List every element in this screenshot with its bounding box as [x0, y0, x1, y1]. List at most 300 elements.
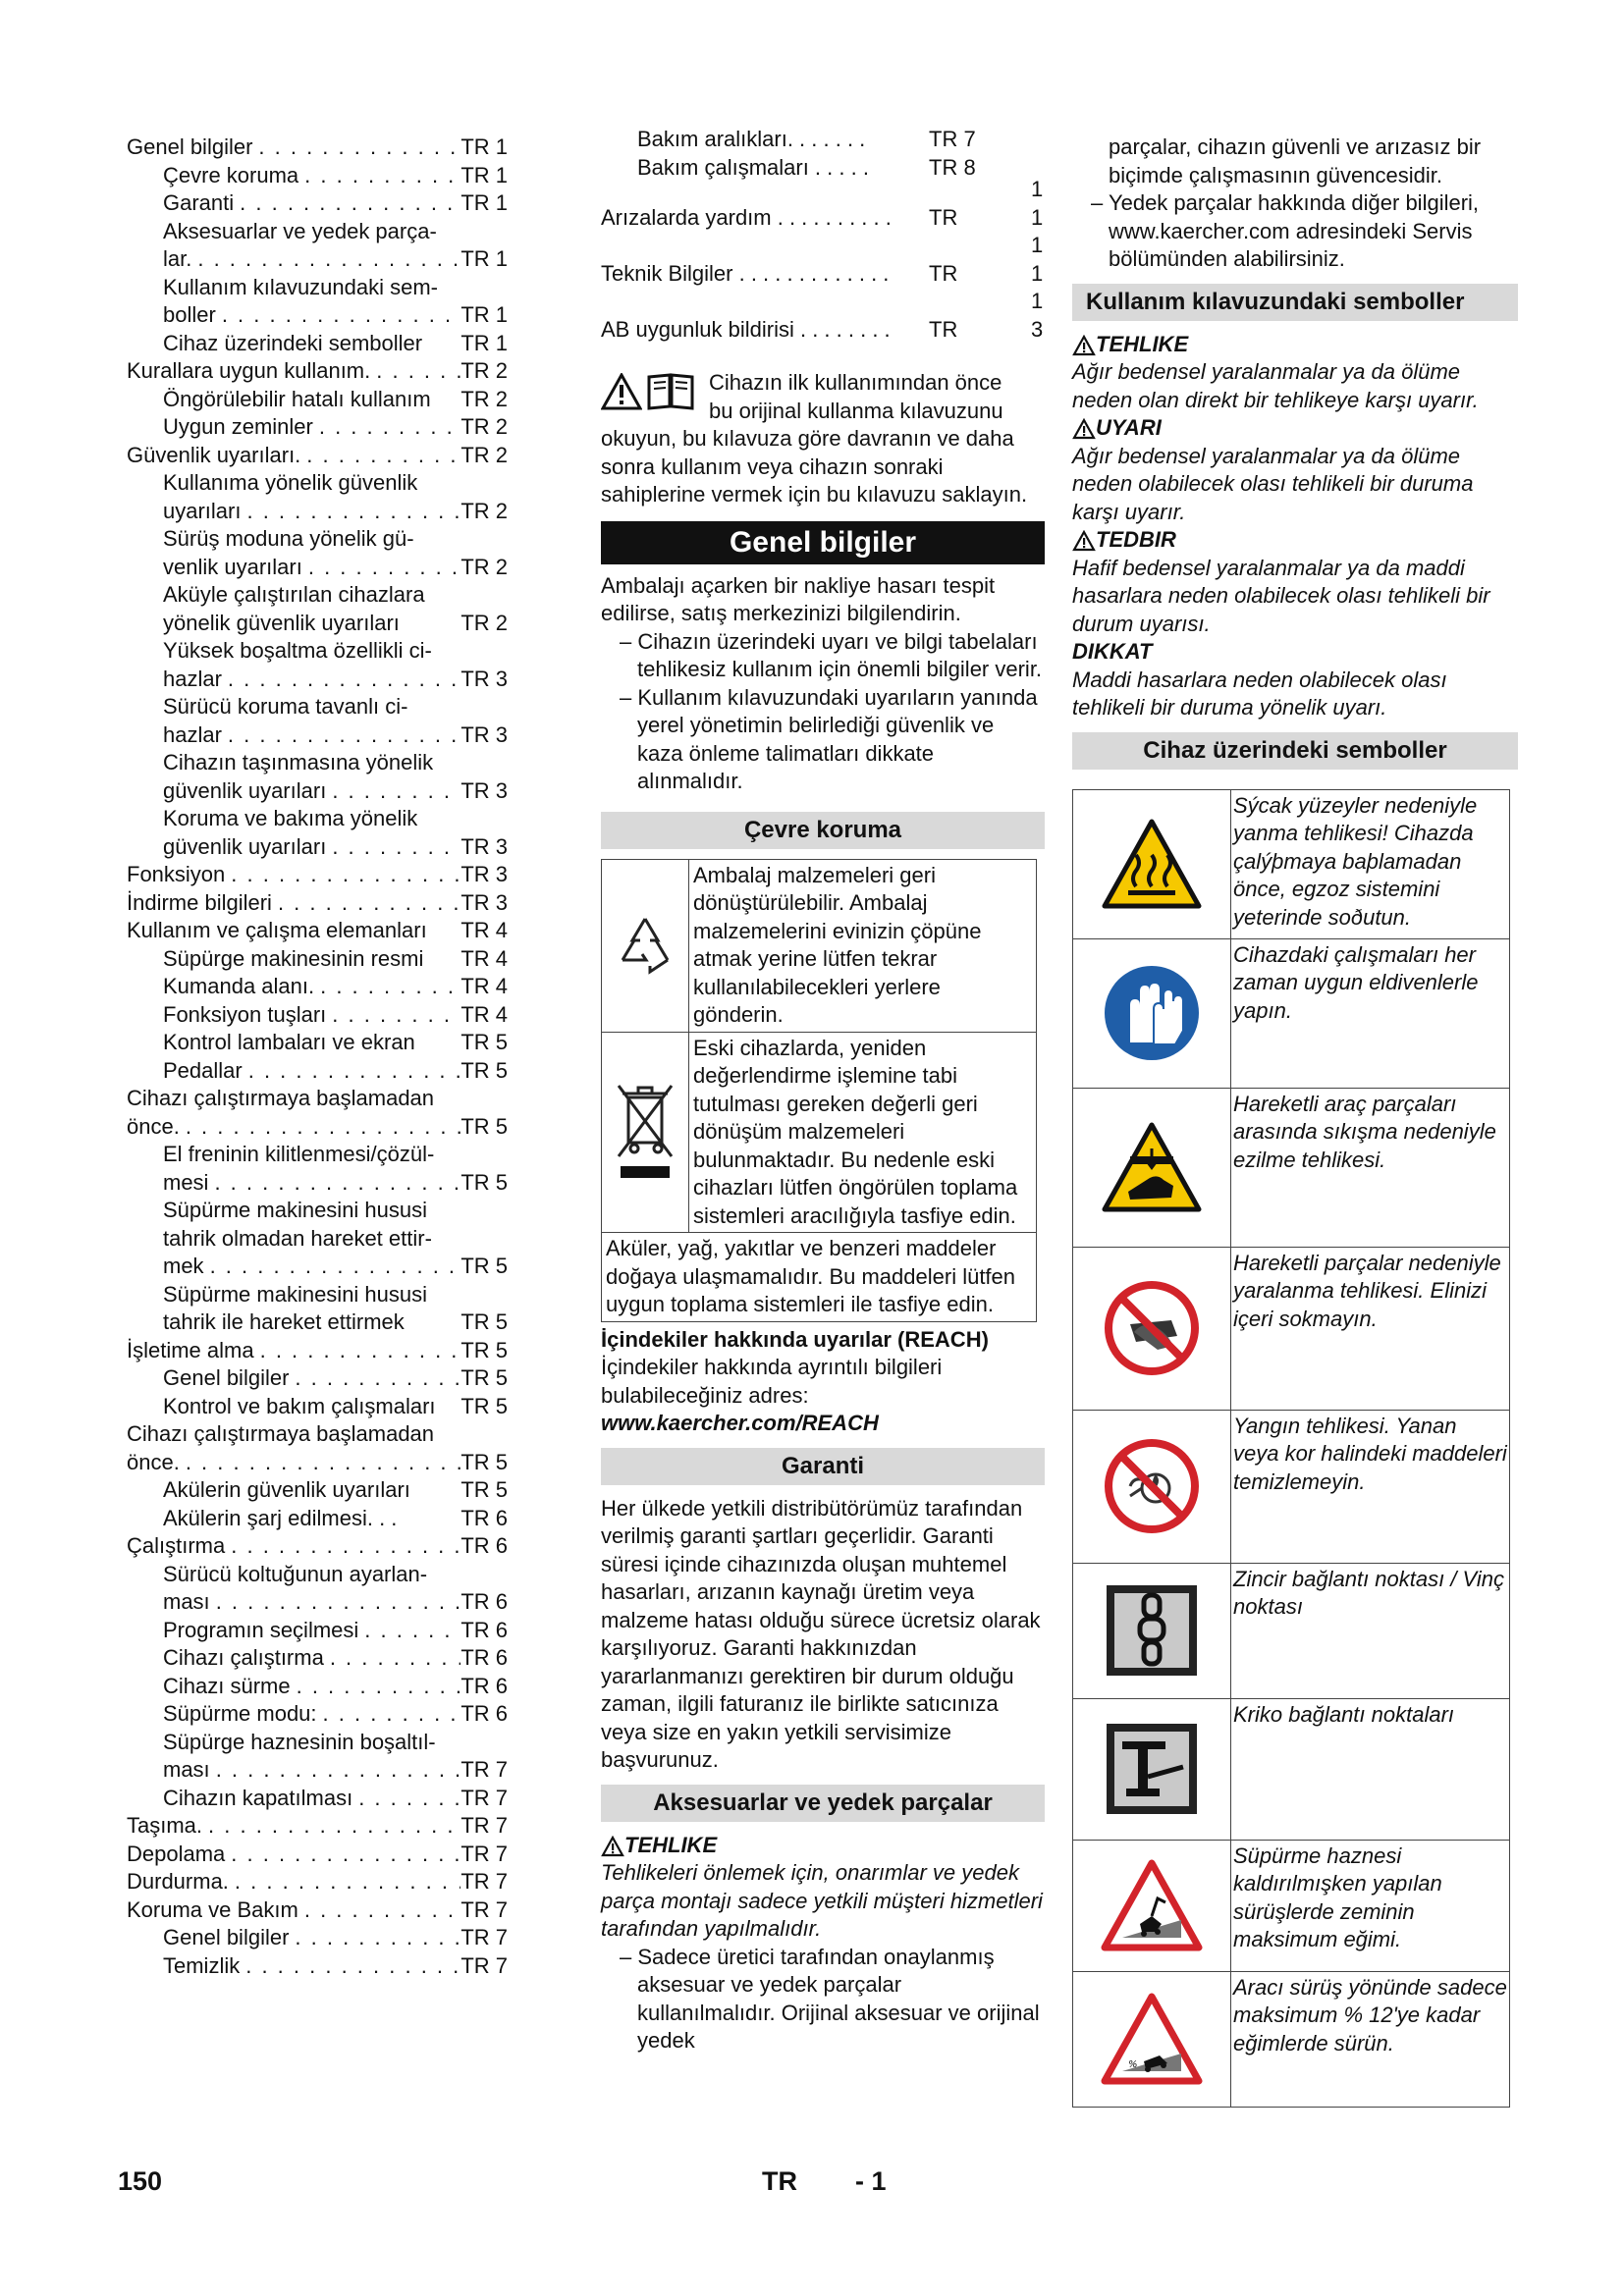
toc-leader-dots — [423, 945, 460, 974]
recycle-icon — [602, 859, 689, 1032]
toc-entry-title: Akülerin güvenlik uyarıları — [163, 1477, 410, 1502]
symbol-description: Yangın tehlikesi. Yanan veya kor halindeki maddeleri temizlemeyin. — [1231, 1410, 1510, 1563]
toc-entry-title: Cihaz üzerindeki semboller — [163, 330, 423, 355]
toc-entry[interactable] — [127, 749, 508, 777]
toc-entry-title: Genel bilgiler — [163, 1365, 290, 1390]
toc-entry[interactable] — [127, 693, 508, 721]
toc-entry-title: Süpürge haznesinin boşaltıl- — [163, 1729, 436, 1754]
toc-leader-dots — [298, 1896, 460, 1925]
no-fire-icon — [1073, 1410, 1231, 1563]
toc-entry-title: Kurallara uygun kullanım. — [127, 358, 371, 383]
aksesuar-bullet-1: – Sadece üretici tarafından onaylanmış aksesuar ve yedek parçalar kullanılmalıdır. Orijinal aksesuar ve orijinal yedek — [620, 1944, 1040, 2053]
toc-leader-dots — [431, 386, 461, 414]
page-number: 150 — [118, 2166, 163, 2196]
toc-entry-title: Süpürge makinesinin resmi — [163, 945, 424, 971]
toc-entry-title: Genel bilgiler — [127, 134, 253, 159]
toc-leader-dots — [298, 162, 460, 190]
toc-entry-page: TR 3 — [460, 833, 508, 859]
toc-entry[interactable] — [127, 301, 508, 330]
genel-bullet-2: – Kullanım kılavuzundaki uyarıların yanında yerel yönetimin belirlediği güvenlik ve kaza önleme talimatları dikkate alınmalıdır. — [620, 684, 1038, 793]
toc-leader-dots — [240, 1952, 460, 1981]
footer-lang: TR — [762, 2166, 797, 2196]
toc-entry-title: Kullanım kılavuzundaki sem- — [163, 274, 439, 299]
toc-entry[interactable] — [127, 917, 508, 945]
toc-entry-page: TR — [929, 316, 958, 342]
toc-leader-dots — [400, 610, 460, 638]
toc-entry[interactable] — [127, 1924, 508, 1952]
toc-entry[interactable] — [127, 1337, 508, 1365]
toc-entry-page: TR 3 — [460, 862, 508, 886]
toc-entry[interactable] — [127, 1617, 508, 1645]
toc-entry-title: Bakım çalışmaları . . . . . — [637, 154, 869, 180]
toc-entry-title: lar. — [163, 246, 192, 271]
intro-text: okuyun, bu kılavuza göre davranın ve daha sonra kullanım veya cihazın sonraki sahiplerine vermek için bu kılavuzu saklayın. — [601, 426, 1028, 507]
toc-leader-dots — [229, 1868, 460, 1896]
toc-entry[interactable] — [601, 316, 1045, 358]
toc-leader-dots — [317, 1700, 461, 1729]
toc-entry-page: TR 5 — [460, 1393, 508, 1418]
toc-leader-dots — [272, 889, 460, 918]
toc-entry-title: güvenlik uyarıları — [163, 833, 327, 859]
toc-entry-title: Uygun zeminler — [163, 414, 313, 439]
section-heading-cihaz: Cihaz üzerindeki semboller — [1072, 732, 1518, 770]
symbol-description: Kriko bağlantı noktaları — [1231, 1698, 1510, 1840]
toc-entry[interactable] — [127, 1253, 508, 1281]
toc-entry-title: uyarıları — [163, 498, 242, 523]
toc-entry[interactable] — [127, 777, 508, 806]
toc-entry[interactable] — [127, 413, 508, 442]
toc-entry[interactable] — [127, 721, 508, 750]
toc-leader-dots — [436, 1393, 461, 1421]
toc-leader-dots — [289, 1364, 460, 1393]
toc-entry-title: hazlar — [163, 721, 222, 747]
table-row — [1073, 938, 1510, 1088]
toc-entry-page: TR 3 — [460, 666, 508, 691]
toc-entry-title: İndirme bilgileri — [127, 889, 272, 915]
environment-table — [601, 859, 1037, 1322]
toc-entry[interactable] — [127, 189, 508, 218]
toc-entry-page-suffix: 1 — [1031, 204, 1044, 230]
toc-leader-dots — [222, 721, 460, 750]
toc-leader-dots — [427, 917, 461, 945]
toc-entry-title: Cihazı çalıştırmaya başlamadan — [127, 1086, 435, 1110]
toc-entry[interactable] — [127, 973, 508, 1001]
svg-text:%: % — [1128, 2059, 1138, 2070]
toc-entry-title: Cihazın taşınmasına yönelik — [163, 750, 434, 774]
toc-entry[interactable] — [127, 1756, 508, 1785]
toc-entry-page: TR 7 — [460, 1785, 508, 1810]
toc-leader-dots — [252, 133, 460, 162]
toc-leader-dots — [243, 1057, 461, 1086]
toc-continued — [601, 127, 1045, 357]
toc-entry-title: Garanti — [163, 190, 235, 215]
toc-entry-page: TR 2 — [460, 414, 508, 439]
toc-leader-dots — [302, 554, 460, 582]
toc-leader-dots — [225, 1532, 460, 1561]
toc-entry[interactable] — [127, 245, 508, 274]
toc-entry-title: Çalıştırma — [127, 1533, 226, 1558]
toc-entry[interactable] — [127, 1364, 508, 1393]
toc-entry[interactable] — [127, 581, 508, 610]
toc-entry-title: tahrik olmadan hareket ettir- — [163, 1225, 432, 1251]
toc-entry-title: Aküyle çalıştırılan cihazlara — [163, 582, 425, 607]
toc-entry-page: TR 5 — [460, 1254, 508, 1278]
warning-triangle-icon — [1072, 530, 1096, 552]
toc-leader-dots — [326, 1001, 460, 1030]
toc-entry-title: Programın seçilmesi — [163, 1617, 359, 1642]
toc-entry[interactable] — [127, 330, 508, 358]
signal-word-title: TEHLIKE — [1072, 331, 1524, 359]
toc-entry-page: TR 3 — [460, 721, 508, 747]
toc-entry[interactable] — [127, 1532, 508, 1561]
toc-entry-title: yönelik güvenlik uyarıları — [163, 610, 400, 635]
toc-entry-page: TR 7 — [460, 1869, 508, 1894]
table-row — [1073, 1247, 1510, 1410]
toc-entry[interactable] — [127, 1057, 508, 1086]
toc-entry[interactable] — [127, 442, 508, 470]
toc-leader-dots — [222, 666, 460, 694]
toc-entry[interactable] — [127, 469, 508, 498]
table-row — [1073, 1088, 1510, 1247]
toc-entry[interactable] — [127, 945, 508, 974]
toc-entry-page: TR 7 — [929, 127, 976, 151]
signal-word-text: Hafif bedensel yaralanmalar ya da maddi hasarlara neden olabilecek olası tehlikeli bir durum uyarısı. — [1072, 555, 1490, 636]
toc-entry-page: TR 3 — [460, 889, 508, 915]
signal-word-text: Ağır bedensel yaralanmalar ya da ölüme neden olabilecek olası tehlikeli bir duruma karşı uyarır. — [1072, 443, 1474, 524]
toc-entry[interactable] — [127, 1449, 508, 1477]
no-reach-icon — [1073, 1247, 1231, 1410]
table-row — [1073, 1840, 1510, 1971]
toc-entry-title: El freninin kilitlenmesi/çözül- — [163, 1142, 435, 1166]
toc-entry[interactable] — [601, 260, 1045, 302]
toc-entry[interactable] — [127, 1952, 508, 1981]
toc-entry[interactable] — [127, 274, 508, 302]
toc-entry-title: Güvenlik uyarıları. — [127, 442, 301, 467]
toc-entry-page: TR 7 — [460, 1952, 508, 1978]
crossed-bin-icon — [602, 1032, 689, 1233]
toc-entry-title: önce. — [127, 1113, 180, 1139]
toc-entry-page: TR 1 — [460, 162, 508, 187]
toc-entry-title: Sürüş moduna yönelik gü- — [163, 526, 414, 551]
toc-entry-page: TR 6 — [460, 1645, 508, 1670]
toc-entry-page: TR 8 — [929, 154, 976, 180]
toc-entry[interactable] — [127, 861, 508, 889]
toc-entry[interactable] — [127, 1169, 508, 1198]
toc-entry-page: TR 5 — [460, 1030, 508, 1054]
toc-entry-title: Pedallar — [163, 1057, 243, 1083]
signal-word-item — [1072, 331, 1524, 415]
section-heading-cevre: Çevre koruma — [601, 812, 1045, 849]
signal-word-text: Maddi hasarlara neden olabilecek olası tehlikeli bir duruma yönelik uyarı. — [1072, 667, 1447, 720]
crush-hand-icon — [1073, 1088, 1231, 1247]
toc-entry-title: güvenlik uyarıları — [163, 777, 327, 803]
table-row — [602, 859, 1037, 1032]
toc-entry[interactable] — [127, 1505, 508, 1533]
toc-leader-dots — [225, 861, 460, 889]
toc-entry[interactable] — [127, 554, 508, 582]
toc-leader-dots — [300, 442, 460, 470]
toc-leader-dots — [358, 1617, 460, 1645]
toc-entry-title: Cihazın kapatılması — [163, 1785, 353, 1810]
toc-entry-title: Depolama — [127, 1841, 226, 1866]
toc-leader-dots — [180, 1449, 460, 1477]
toc-entry[interactable] — [127, 1673, 508, 1701]
toc-entry-page-suffix: 1 — [1031, 177, 1044, 201]
toc-entry-page: TR 2 — [460, 358, 508, 383]
toc-entry[interactable] — [127, 386, 508, 414]
toc-entry[interactable] — [127, 1001, 508, 1030]
toc-entry-title: Cihazı çalıştırmaya başlamadan — [127, 1421, 435, 1446]
symbol-description: Cihazdaki çalışmaları her zaman uygun eldivenlerle yapın. — [1231, 938, 1510, 1088]
toc-entry[interactable] — [127, 1644, 508, 1673]
table-row — [1073, 1971, 1510, 2107]
toc-entry[interactable] — [127, 162, 508, 190]
toc-entry[interactable] — [127, 1113, 508, 1142]
toc-entry[interactable] — [127, 1785, 508, 1813]
toc-leader-dots — [210, 1588, 461, 1617]
toc-entry[interactable] — [127, 1141, 508, 1169]
toc-entry[interactable] — [127, 1085, 508, 1113]
aksesuar-warning-text: Tehlikeleri önlemek için, onarımlar ve yedek parça montajı sadece yetkili müşteri hizmetleri tarafından yapılmalıdır. — [601, 1860, 1043, 1941]
toc-entry-title: AB uygunluk bildirisi . . . . . . . . — [601, 316, 891, 342]
toc-entry[interactable] — [127, 1420, 508, 1449]
symbol-description: Süpürme haznesi kaldırılmışken yapılan sürüşlerde zeminin maksimum eğimi. — [1231, 1840, 1510, 1971]
toc-entry[interactable] — [127, 218, 508, 246]
table-row — [602, 1032, 1037, 1233]
reach-url[interactable]: www.kaercher.com/REACH — [601, 1411, 879, 1435]
chain-icon — [1073, 1563, 1231, 1698]
toc-leader-dots — [326, 777, 460, 806]
toc-entry-title: İşletime alma — [127, 1337, 254, 1362]
reach-title: İçindekiler hakkında uyarılar (REACH) — [601, 1326, 989, 1352]
toc-entry-page: TR 2 — [460, 442, 508, 467]
toc-entry[interactable] — [127, 1281, 508, 1309]
table-row — [602, 1233, 1037, 1322]
symbol-description: Hareketli araç parçaları arasında sıkışma nedeniyle ezilme tehlikesi. — [1231, 1088, 1510, 1247]
toc-entry-page: TR 7 — [460, 1925, 508, 1949]
toc-entry-title: Sürücü koruma tavanlı ci- — [163, 694, 408, 719]
toc-entry-page: TR 5 — [460, 1337, 508, 1362]
toc-entry-title: Teknik Bilgiler . . . . . . . . . . . . . — [601, 260, 890, 286]
intro-block — [601, 369, 1045, 509]
intro-line-2: bu orijinal kullanma kılavuzunu — [709, 398, 1003, 423]
toc-entry-title: ması — [163, 1757, 210, 1782]
toc-entry-title: Aksesuarlar ve yedek parça- — [163, 218, 437, 243]
toc-entry-title: Genel bilgiler — [163, 1925, 290, 1949]
toc-entry-page: TR 4 — [460, 974, 508, 998]
toc-entry[interactable] — [127, 833, 508, 862]
toc-entry-title: Fonksiyon — [127, 862, 226, 886]
toc-leader-dots — [208, 1169, 460, 1198]
toc-entry-page-suffix: 1 — [1031, 233, 1044, 257]
toc-entry-page: TR 1 — [460, 190, 508, 215]
manual-book-icon — [646, 371, 695, 410]
toc-entry-title: Cihazı çalıştırma — [163, 1645, 324, 1670]
toc-leader-dots — [324, 1644, 460, 1673]
toc-entry-page-suffix: 1 — [1031, 260, 1044, 286]
toc-entry[interactable] — [601, 126, 1045, 154]
toc-entry[interactable] — [127, 1225, 508, 1254]
toc-entry-page: TR 5 — [460, 1169, 508, 1195]
toc-entry-title: Yüksek boşaltma özellikli ci- — [163, 638, 432, 663]
toc-entry-title: Temizlik — [163, 1952, 241, 1978]
signal-word-title: DIKKAT — [1072, 639, 1153, 664]
toc-entry[interactable] — [127, 610, 508, 638]
toc-leader-dots — [289, 1924, 460, 1952]
toc-entry-page: TR 7 — [460, 1813, 508, 1838]
toc-entry[interactable] — [127, 1308, 508, 1337]
intro-line-1: Cihazın ilk kullanımından önce — [709, 370, 1002, 395]
symbol-description: Zincir bağlantı noktası / Vinç noktası — [1231, 1563, 1510, 1698]
toc-entry[interactable] — [127, 637, 508, 666]
aksesuar-bullet-1-cont: parçalar, cihazın güvenli ve arızasız bir biçimde çalışmasının güvencesidir. — [1109, 134, 1482, 187]
toc-leader-dots — [415, 1029, 461, 1057]
toc-entry-page: TR 1 — [460, 246, 508, 271]
toc-entry-page: TR 7 — [460, 1841, 508, 1866]
toc-entry[interactable] — [601, 154, 1045, 183]
toc-entry[interactable] — [127, 1812, 508, 1841]
toc-entry-page: TR 5 — [460, 1309, 508, 1334]
toc-leader-dots — [352, 1785, 460, 1813]
toc-leader-dots — [254, 1337, 461, 1365]
env-row-1-text: Ambalaj malzemeleri geri dönüştürülebilir. Ambalaj malzemelerini evinizin çöpüne atmak yerine lütfen tekrar kullanılabilecekleri yerlere gönderin. — [689, 859, 1037, 1032]
toc-entry-page: TR 6 — [460, 1617, 508, 1642]
toc-entry[interactable] — [127, 498, 508, 526]
toc-entry-page: TR 6 — [460, 1701, 508, 1726]
table-row — [1073, 1563, 1510, 1698]
toc-entry[interactable] — [127, 889, 508, 918]
toc-leader-dots — [370, 357, 460, 386]
device-symbols-table — [1072, 789, 1510, 2108]
toc-entry[interactable] — [127, 1700, 508, 1729]
table-row — [1073, 1410, 1510, 1563]
signal-word-item — [1072, 638, 1524, 722]
toc-entry-page: TR 5 — [460, 1113, 508, 1139]
toc-entry-page: TR 6 — [460, 1589, 508, 1614]
garanti-text: Her ülkede yetkili distribütörümüz tarafından verilmiş garanti şartları geçerlidir. Garanti süresi içinde cihazınızda oluşan muhtemel hasarları, arızanın kaynağı üretim veya malzeme hatası olduğu sürece ücretsiz olarak karşılıyoruz. Garanti hakkınızdan yararlanmanızı gerektiren bir durum olduğu zaman, ilgili faturanız ile birlikte satıcınıza veya size en yakın yetkili servisimize başvurunuz. — [601, 1495, 1041, 1772]
reach-text: İçindekiler hakkında ayrıntılı bilgileri bulabileceğiniz adres: — [601, 1355, 943, 1408]
toc-entry-page: TR 1 — [460, 302, 508, 327]
section-heading-kullanim: Kullanım kılavuzundaki semboller — [1072, 284, 1518, 321]
toc-entry[interactable] — [127, 1896, 508, 1925]
toc-entry-title: Süpürme modu: — [163, 1701, 317, 1726]
toc-entry-page: TR 4 — [460, 918, 508, 942]
toc-entry[interactable] — [127, 133, 508, 162]
toc-entry-title: venlik uyarıları — [163, 554, 302, 579]
toc-entry-title: boller — [163, 302, 216, 327]
kullanim-symbols — [1072, 331, 1524, 722]
toc-entry-title: önce. — [127, 1449, 180, 1474]
toc-entry-title: mesi — [163, 1169, 209, 1195]
toc-entry-title: Durdurma. — [127, 1869, 229, 1894]
toc-entry[interactable] — [127, 1393, 508, 1421]
toc-entry-title: Kullanım ve çalışma elemanları — [127, 918, 427, 942]
toc-entry-title: Süpürme makinesini hususi — [163, 1281, 428, 1307]
toc-leader-dots — [405, 1308, 461, 1337]
toc-entry[interactable] — [127, 1588, 508, 1617]
toc-entry-page: TR 2 — [460, 498, 508, 523]
toc-entry[interactable] — [127, 1197, 508, 1225]
signal-word-title: TEDBIR — [1072, 526, 1524, 555]
toc-entry-title: tahrik ile hareket ettirmek — [163, 1309, 405, 1334]
toc-entry-page: TR 5 — [460, 1057, 508, 1083]
tilt-warning-icon — [1073, 1840, 1231, 1971]
toc-entry[interactable] — [127, 1029, 508, 1057]
column-3 — [1072, 133, 1524, 2108]
signal-word-item — [1072, 414, 1524, 526]
toc-entry-title: Koruma ve bakıma yönelik — [163, 806, 418, 830]
toc-entry-title: Kontrol lambaları ve ekran — [163, 1030, 415, 1054]
toc-entry-title: Çevre koruma — [163, 162, 299, 187]
toc-leader-dots — [397, 1505, 460, 1533]
toc-entry[interactable] — [127, 805, 508, 833]
toc-entry[interactable] — [601, 204, 1045, 246]
section-heading-genel: Genel bilgiler — [601, 521, 1045, 564]
slope-icon — [1073, 1971, 1231, 2107]
toc-entry[interactable] — [127, 1841, 508, 1869]
genel-bullet-1: – Cihazın üzerindeki uyarı ve bilgi tabelaları tehlikesiz kullanım için önemli bilgiler verir. — [620, 628, 1043, 681]
toc-leader-dots — [313, 413, 460, 442]
toc-entry[interactable] — [127, 1868, 508, 1896]
toc-entry[interactable] — [127, 357, 508, 386]
footer-num: - 1 — [855, 2166, 887, 2196]
aksesuar-bullet-2: – Yedek parçalar hakkında diğer bilgileri, www.kaercher.com adresindeki Servis bölümünden alabilirsiniz. — [1091, 190, 1480, 271]
toc-entry-page: TR 6 — [460, 1673, 508, 1698]
toc-leader-dots — [291, 1673, 461, 1701]
toc-entry-page: TR 5 — [460, 1477, 508, 1502]
toc-entry-title: Kullanıma yönelik güvenlik — [163, 470, 418, 495]
toc-entry-page: TR 2 — [460, 386, 508, 411]
env-row-3-text: Aküler, yağ, yakıtlar ve benzeri maddeler doğaya ulaşmamalıdır. Bu maddeleri lütfen uygun toplama sistemleri ile tasfiye edin. — [602, 1233, 1037, 1322]
symbol-description: Hareketli parçalar nedeniyle yaralanma tehlikesi. Elinizi içeri sokmayın. — [1231, 1247, 1510, 1410]
toc-entry-page: TR 5 — [460, 1449, 508, 1474]
toc-entry-page-suffix: 3 — [1031, 316, 1044, 342]
toc-entry-title: Fonksiyon tuşları — [163, 1001, 327, 1027]
signal-word-title: UYARI — [1072, 414, 1524, 443]
toc-entry-title: Taşıma. — [127, 1813, 203, 1838]
toc-leader-dots — [210, 1756, 461, 1785]
toc-leader-dots — [234, 189, 460, 218]
toc-entry-title: Bakım aralıkları. . . . . . . — [637, 127, 866, 151]
toc-leader-dots — [202, 1812, 460, 1841]
signal-word-text: Ağır bedensel yaralanmalar ya da ölüme neden olan direkt bir tehlikeye karşı uyarır. — [1072, 359, 1479, 412]
table-row — [1073, 789, 1510, 938]
toc-entry-title: Koruma ve Bakım — [127, 1896, 298, 1922]
warning-triangle-icon — [601, 1836, 624, 1857]
toc-entry-page: TR 7 — [460, 1896, 508, 1922]
toc-entry-page: TR 1 — [460, 134, 508, 159]
section-heading-garanti: Garanti — [601, 1448, 1045, 1485]
jack-icon — [1073, 1698, 1231, 1840]
toc-entry[interactable] — [127, 666, 508, 694]
toc-entry[interactable] — [127, 525, 508, 554]
toc-leader-dots — [241, 498, 460, 526]
toc-entry-title: ması — [163, 1589, 210, 1614]
toc-entry-page: TR — [929, 204, 958, 230]
section-heading-aksesuar: Aksesuarlar ve yedek parçalar — [601, 1785, 1045, 1822]
toc-entry[interactable] — [127, 1561, 508, 1589]
toc-entry-page: TR 4 — [460, 945, 508, 971]
toc-leader-dots — [422, 330, 460, 358]
genel-paragraph: Ambalajı açarken bir nakliye hasarı tespit edilirse, satış merkezinizi bilgilendirin. — [601, 572, 996, 625]
toc-leader-dots — [204, 1253, 461, 1281]
toc-entry-page: TR 3 — [460, 777, 508, 803]
toc-entry[interactable] — [127, 1729, 508, 1757]
toc-leader-dots — [326, 833, 460, 862]
toc-entry[interactable] — [127, 1476, 508, 1505]
table-row — [1073, 1698, 1510, 1840]
toc-entry-page-suffix: 1 — [1031, 289, 1044, 313]
